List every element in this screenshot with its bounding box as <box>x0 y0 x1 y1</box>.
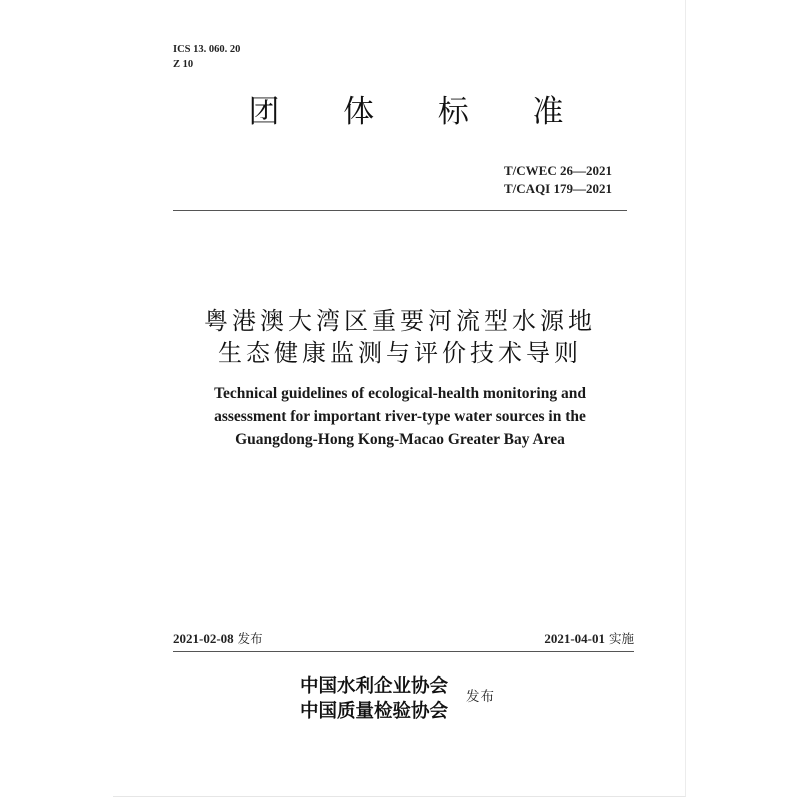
classification-block <box>173 42 240 72</box>
chinese-title <box>150 305 650 369</box>
dates-row <box>173 630 634 648</box>
english-title <box>150 382 650 451</box>
effective-date-block <box>544 630 634 648</box>
publisher-name: 中国水利企业协会 <box>300 676 449 697</box>
publisher-name: 中国质量检验协会 <box>300 701 449 722</box>
english-title-line: Technical guidelines of ecological-health monitoring and <box>214 385 586 402</box>
chinese-title-line: 生态健康监测与评价技术导则 <box>218 339 582 367</box>
issue-label: 发布 <box>237 631 263 646</box>
title-char: 准 <box>532 94 564 130</box>
bottom-divider <box>173 651 634 652</box>
ccs-code: Z 10 <box>173 59 194 70</box>
publish-action-label: 发布 <box>466 689 495 705</box>
standard-code-caqi: T/CAQI 179—2021 <box>504 181 612 196</box>
effective-label: 实施 <box>608 631 634 646</box>
top-divider <box>173 210 627 211</box>
title-char: 标 <box>437 94 469 130</box>
english-title-line: assessment for important river-type water sources in the <box>214 408 586 425</box>
standard-type-title <box>246 90 566 134</box>
standard-codes <box>504 162 612 198</box>
title-char: 团 <box>248 94 280 130</box>
issue-date: 2021-02-08 <box>173 631 234 646</box>
title-char: 体 <box>343 94 375 130</box>
english-title-line: Guangdong-Hong Kong-Macao Greater Bay Area <box>235 431 565 448</box>
publisher-names <box>300 674 448 724</box>
ics-code: ICS 13. 060. 20 <box>173 44 241 55</box>
issue-date-block <box>173 630 263 648</box>
effective-date: 2021-04-01 <box>544 631 605 646</box>
chinese-title-line: 粤港澳大湾区重要河流型水源地 <box>204 307 596 335</box>
standard-code-cwec: T/CWEC 26—2021 <box>504 163 612 178</box>
